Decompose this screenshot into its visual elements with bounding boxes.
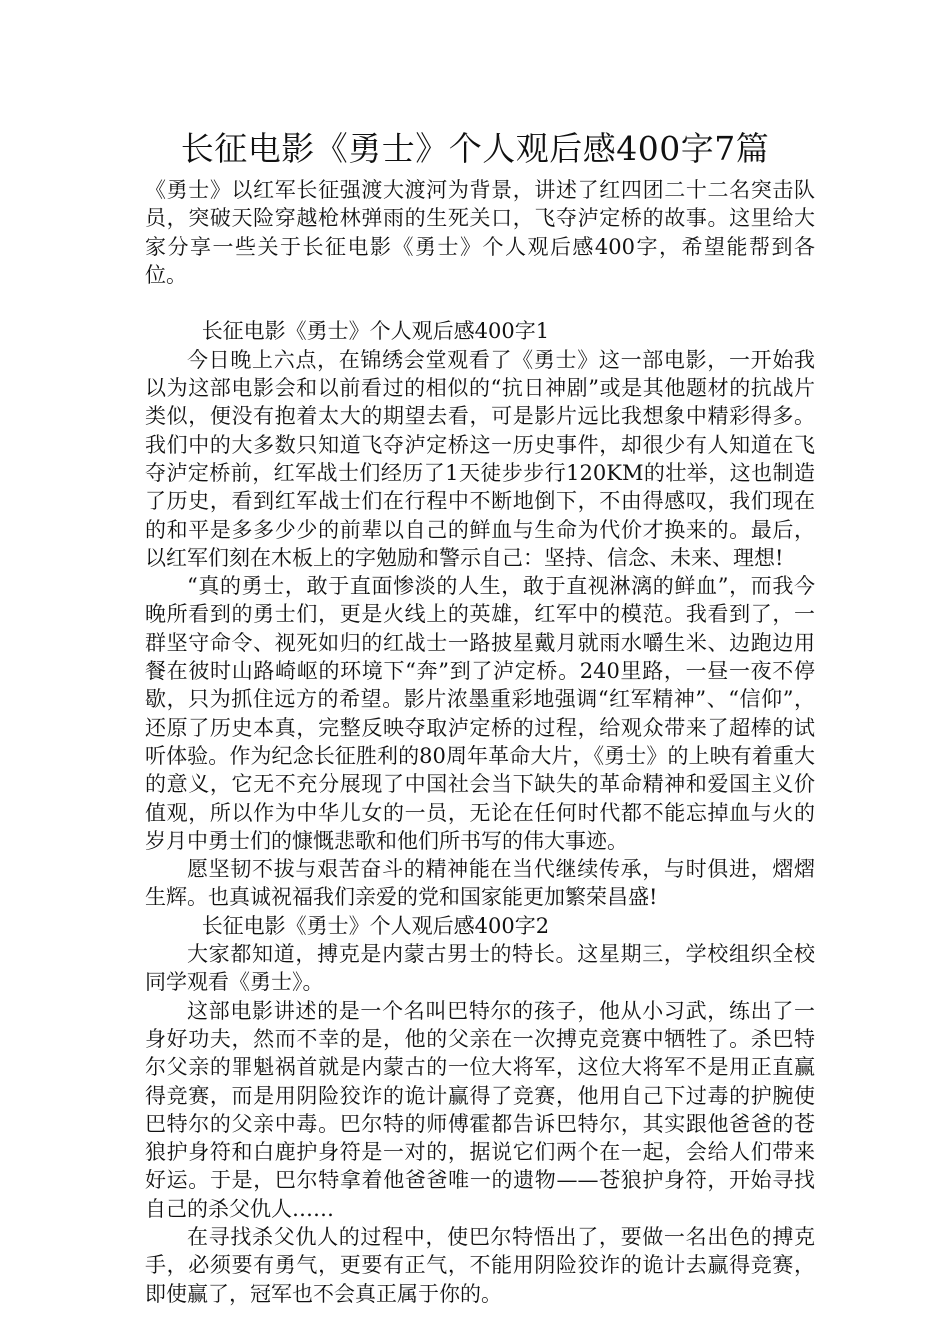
section-1-paragraph-2: “真的勇士，敢于直面惨淡的人生，敢于直视淋漓的鲜血”，而我今晚所看到的勇士们，更是火线上的英雄，红军中的模范。我看到了，一群坚守命令、视死如归的红战士一路披星戴月就雨水嚼生米、边跑边用餐在彼时山路崎岖的环境下“奔”到了泸定桥。240里路，一昼一夜不停歇，只为抓住远方的希望。影片浓墨重彩地强调“红军精神”、“信仰”，还原了历史本真，完整反映夺取泸定桥的过程，给观众带来了超棒的试听体验。作为纪念长征胜利的80周年革命大片，《勇士》的上映有着重大的意义，它无不充分展现了中国社会当下缺失的革命精神和爱国主义价值观，所以作为中华儿女的一员，无论在任何时代都不能忘掉血与火的岁月中勇士们的慷慨悲歌和他们所书写的伟大事迹。 bbox=[145, 574, 815, 853]
intro-paragraph: 《勇士》以红军长征强渡大渡河为背景，讲述了红四团二十二名突击队员，突破天险穿越枪林弹雨的生死关口，飞夺泸定桥的故事。这里给大家分享一些关于长征电影《勇士》个人观后感400字，希望能帮到各位。 bbox=[145, 178, 815, 287]
section-2-paragraph-3: 在寻找杀父仇人的过程中，使巴尔特悟出了，要做一名出色的搏克手，必须要有勇气，更要有正气，不能用阴险狡诈的诡计去赢得竞赛，即使赢了，冠军也不会真正属于你的。 bbox=[145, 1224, 815, 1306]
section-heading-1: 长征电影《勇士》个人观后感400字1 bbox=[201, 319, 550, 344]
document-title: 长征电影《勇士》个人观后感400字7篇 bbox=[180, 129, 770, 168]
blank-line bbox=[145, 289, 815, 317]
section-heading-2: 长征电影《勇士》个人观后感400字2 bbox=[201, 913, 550, 938]
section-1-paragraph-3: 愿坚韧不拔与艰苦奋斗的精神能在当代继续传承，与时俱进，熠熠生辉。也真诚祝福我们亲爱的党和国家能更加繁荣昌盛! bbox=[145, 857, 815, 910]
document-body bbox=[145, 176, 815, 1308]
section-2-paragraph-1: 大家都知道，搏克是内蒙古男士的特长。这星期三，学校组织全校同学观看《勇士》。 bbox=[145, 942, 815, 995]
section-1-paragraph-1: 今日晚上六点，在锦绣会堂观看了《勇士》这一部电影，一开始我以为这部电影会和以前看过的相似的“抗日神剧”或是其他题材的抗战片类似，便没有抱着太大的期望去看，可是影片远比我想象中精彩得多。我们中的大多数只知道飞夺泸定桥这一历史事件，却很少有人知道在飞夺泸定桥前，红军战士们经历了1天徒步步行120KM的壮举，这也制造了历史，看到红军战士们在行程中不断地倒下，不由得感叹，我们现在的和平是多多少少的前辈以自己的鲜血与生命为代价才换来的。最后，以红军们刻在木板上的字勉励和警示自己：坚持、信念、未来、理想! bbox=[145, 347, 815, 570]
section-2-paragraph-2: 这部电影讲述的是一个名叫巴特尔的孩子，他从小习武，练出了一身好功夫，然而不幸的是，他的父亲在一次搏克竞赛中牺牲了。杀巴特尔父亲的罪魁祸首就是内蒙古的一位大将军，这位大将军不是用正直赢得竞赛，而是用阴险狡诈的诡计赢得了竞赛，他用自己下过毒的护腕使巴特尔的父亲中毒。巴尔特的师傅霍都告诉巴特尔，其实跟他爸爸的苍狼护身符和白鹿护身符是一对的，据说它们两个在一起，会给人们带来好运。于是，巴尔特拿着他爸爸唯一的遗物——苍狼护身符，开始寻找自己的杀父仇人…… bbox=[145, 998, 815, 1221]
